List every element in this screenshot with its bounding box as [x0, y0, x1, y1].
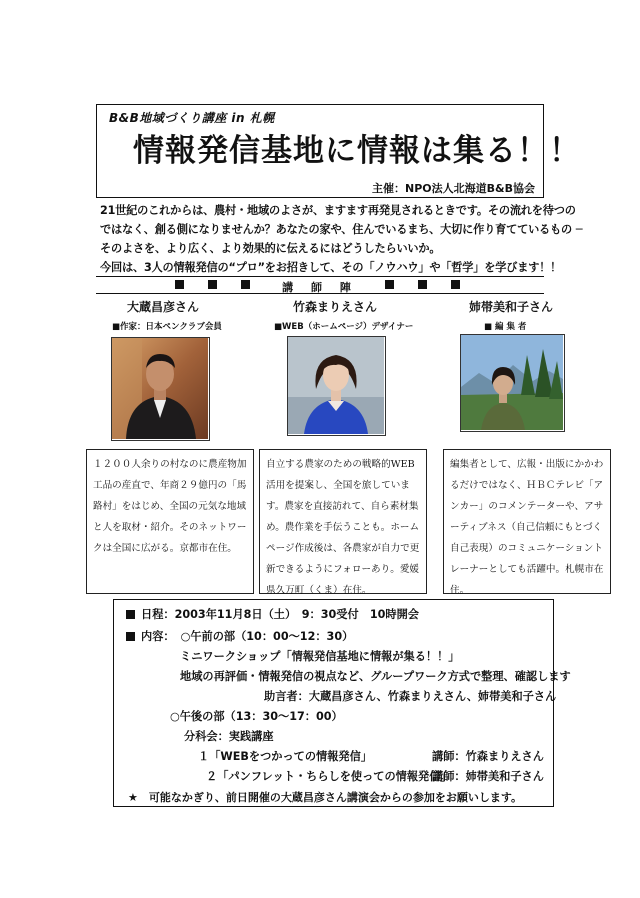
workshop-description: 地域の再評価・情報発信の視点など、グループワーク方式で整理、確認します [180, 670, 571, 683]
lecturer-bio: １２００人余りの村なのに農産物加工品の産直で、年商２９億円の「馬路村」をはじめ、全国の元気な地域と人を取材・紹介。そのネットワークは全国に広がる。京都市在住。 [86, 449, 254, 594]
portrait-image [112, 338, 208, 439]
lecturer-role: ■ 編 集 者 [484, 322, 527, 332]
lecturer-photo [287, 336, 386, 436]
intro-line: そのよさを、より広く、より効果的に伝えるにはどうしたらいいか。 [100, 242, 441, 255]
schedule-date-row [126, 606, 419, 622]
lecturers-heading: 講 師 陣 [282, 281, 358, 294]
workshop-title: ミニワークショップ「情報発信基地に情報が集る！！」 [180, 650, 460, 663]
session-2-title: ２「パンフレット・ちらしを使っての情報発信」 [206, 770, 452, 783]
advisors: 助言者：大蔵昌彦さん、竹森まりえさん、姉帯美和子さん [264, 690, 557, 703]
schedule-box [113, 599, 571, 807]
content-label: 内容： [141, 630, 175, 643]
participation-note: ★ 可能なかぎり、前日開催の大蔵昌彦さん講演会からの参加をお願いします。 [128, 791, 522, 804]
lecturer-name: 姉帯美和子さん [468, 300, 553, 314]
portrait-image [288, 337, 384, 434]
breakout-label: 分科会：実践講座 [184, 730, 274, 743]
page-title: 情報発信基地に情報は集る！！ [133, 133, 581, 169]
morning-session: ○午前の部（10：00～12：30） [180, 630, 354, 643]
lecturer-photo [460, 334, 565, 432]
lecturer-bio: 編集者として、広報・出版にかかわるだけではなく、ＨＢＣテレビ「アンカー」のコメンテーターや、アサーティブネス（自己信頼にもとづく自己表現）のコミュニケーショントレーナーとしても活躍中。札幌市在住。 [443, 449, 611, 594]
lecturer-photo [111, 337, 210, 441]
schedule-date: 日程：2003年11月8日（土） 9：30受付 10時開会 [141, 608, 419, 621]
divider [96, 276, 544, 277]
lecturer-bio: 自立する農家のための戦略的WEB活用を提案し、全国を旅しています。農家を直接訪れて、自ら素材集め。農作業を手伝うことも。ホームページ作成後は、各農家が自力で更新できるようにフォローあり。愛媛県久万町（くま）在住。 [259, 449, 427, 594]
intro-line: 今回は、3人の情報発信の“プロ”をお招きして、その「ノウハウ」や「哲学」を学びます！！ [100, 261, 562, 274]
lecturer-name: 大蔵昌彦さん [126, 300, 199, 314]
square-bullet-icon [126, 632, 135, 641]
square-bullet-icon [126, 610, 135, 619]
schedule-content-row [126, 628, 353, 644]
afternoon-session: ○午後の部（13：30～17：00） [170, 710, 343, 723]
session-1-lecturer: 講師：竹森まりえさん [432, 750, 544, 763]
lecturer-role: ■作家：日本ペンクラブ会員 [112, 322, 222, 332]
session-2-lecturer: 講師：姉帯美和子さん [432, 770, 544, 783]
portrait-image [461, 335, 563, 430]
session-1-title: １「WEBをつかっての情報発信」 [198, 750, 372, 763]
title-box [96, 104, 581, 198]
lecturer-role: ■WEB（ホームページ）デザイナー [274, 322, 414, 332]
intro-line: ではなく、創る側になりませんか？あなたの家や、住んでいるまち、大切に作り育てているもの ─ [100, 223, 583, 236]
intro-line: 21世紀のこれからは、農村・地域のよさが、ますます再発見されるときです。その流れを待つの [100, 204, 576, 217]
series-label: B&B地域づくり講座 in 札幌 [109, 111, 275, 125]
organizer-label: 主催：NPO法人北海道B&B協会 [372, 182, 535, 195]
lecturer-name: 竹森まりえさん [292, 300, 377, 314]
